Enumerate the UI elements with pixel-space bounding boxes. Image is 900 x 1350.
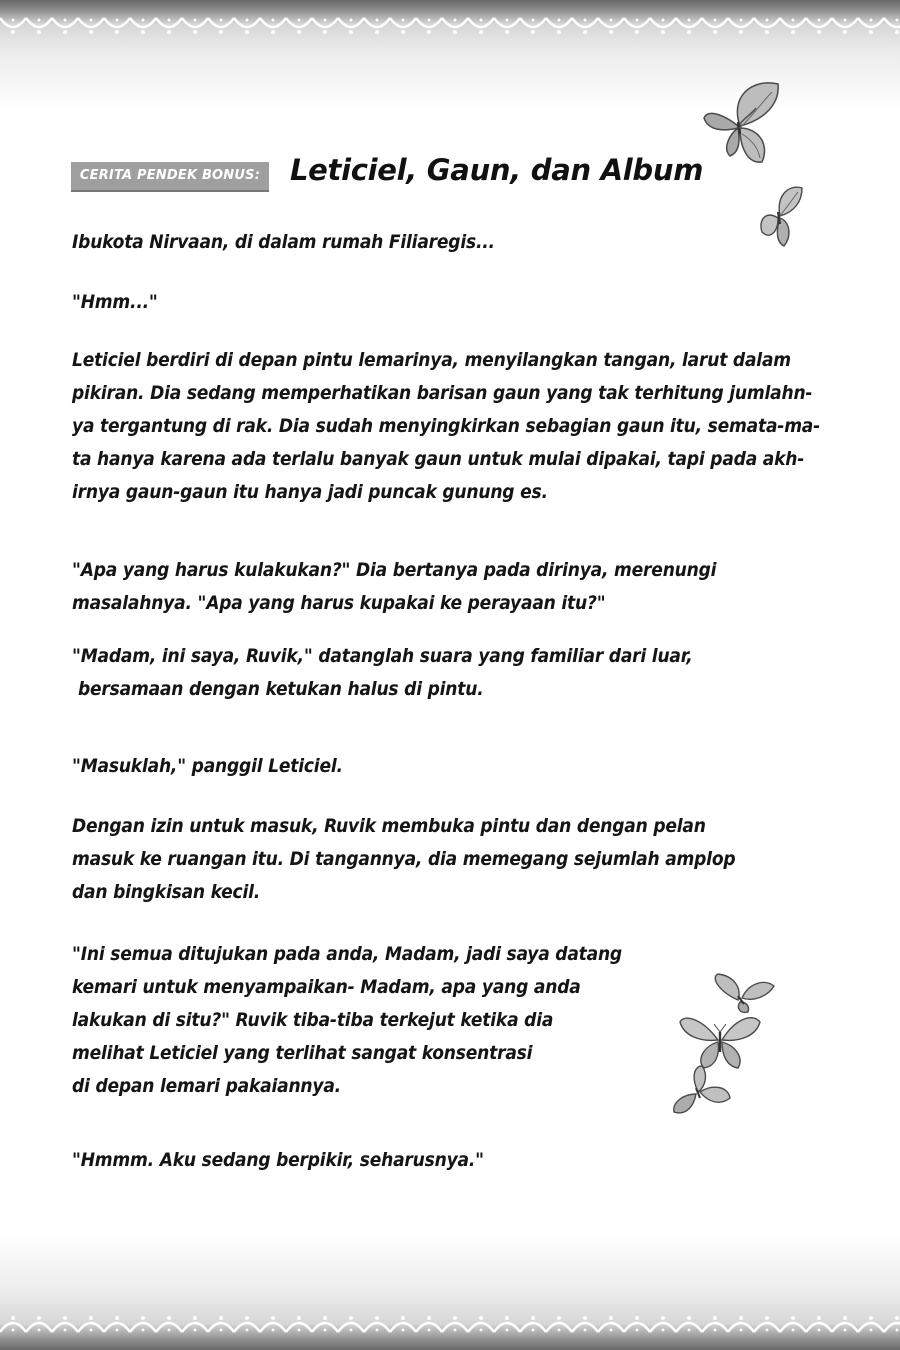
text-line: irnya gaun-gaun itu hanya jadi puncak gunung es.: [72, 481, 548, 503]
paragraph: [72, 344, 820, 509]
paragraph: [72, 226, 495, 259]
text-line: Ibukota Nirvaan, di dalam rumah Filiaregis...: [72, 231, 495, 253]
butterfly-icon: [668, 1064, 734, 1120]
paragraph: [72, 640, 693, 706]
paragraph: [72, 938, 622, 1103]
text-line: "Ini semua ditujukan pada anda, Madam, jadi saya datang: [72, 943, 622, 965]
text-line: melihat Leticiel yang terlihat sangat konsentrasi: [72, 1042, 533, 1064]
bottom-border: [0, 1235, 900, 1350]
text-line: Dengan izin untuk masuk, Ruvik membuka pintu dan dengan pelan: [72, 815, 706, 837]
text-line: ta hanya karena ada terlalu banyak gaun untuk mulai dipakai, tapi pada akh-: [72, 448, 805, 470]
paragraph: [72, 554, 716, 620]
text-line: masalahnya. "Apa yang harus kupakai ke perayaan itu?": [72, 592, 606, 614]
text-line: "Apa yang harus kulakukan?" Dia bertanya pada dirinya, merenungi: [72, 559, 717, 581]
text-line: "Masuklah," panggil Leticiel.: [72, 755, 343, 777]
text-line: bersamaan dengan ketukan halus di pintu.: [78, 678, 484, 700]
text-line: masuk ke ruangan itu. Di tangannya, dia memegang sejumlah amplop: [72, 848, 736, 870]
paragraph: [72, 750, 343, 783]
text-line: lakukan di situ?" Ruvik tiba-tiba terkejut ketika dia: [72, 1009, 554, 1031]
text-line: kemari untuk menyampaikan- Madam, apa yang anda: [72, 976, 581, 998]
lace-trim-top: [0, 14, 900, 38]
lace-trim-bottom: [0, 1312, 900, 1336]
text-line: "Madam, ini saya, Ruvik," datanglah suara yang familiar dari luar,: [72, 645, 693, 667]
bonus-story-label: CERITA PENDEK BONUS:: [71, 162, 269, 192]
text-line: pikiran. Dia sedang memperhatikan barisan gaun yang tak terhitung jumlahn-: [72, 382, 813, 404]
text-line: Leticiel berdiri di depan pintu lemarinya, menyilangkan tangan, larut dalam: [72, 349, 791, 371]
text-line: ya tergantung di rak. Dia sudah menyingkirkan sebagian gaun itu, semata-ma-: [72, 415, 821, 437]
butterfly-icon: [700, 78, 784, 170]
text-line: "Hmm...": [72, 291, 158, 313]
butterfly-icon: [756, 182, 806, 250]
paragraph: [72, 810, 735, 909]
text-line: dan bingkisan kecil.: [72, 881, 261, 903]
text-line: "Hmmm. Aku sedang berpikir, seharusnya.": [72, 1149, 484, 1171]
story-title: Leticiel, Gaun, dan Album: [290, 153, 704, 187]
paragraph: [72, 1144, 484, 1177]
paragraph: [72, 286, 158, 319]
text-line: di depan lemari pakaiannya.: [72, 1075, 341, 1097]
